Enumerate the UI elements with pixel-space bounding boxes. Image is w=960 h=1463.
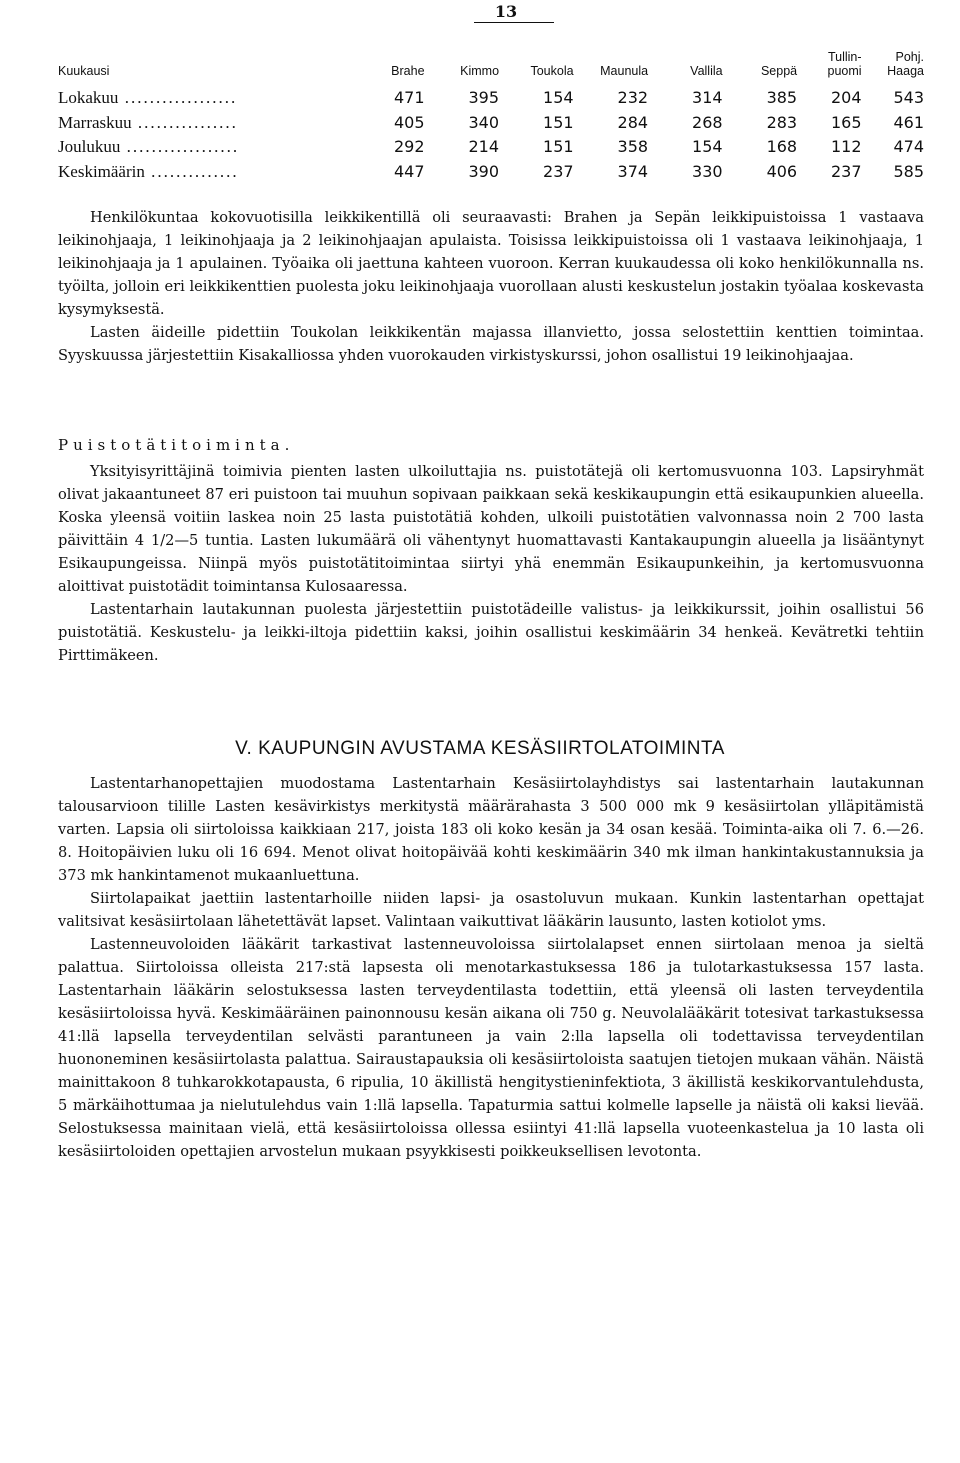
paragraph: Henkilökuntaa kokovuotisilla leikkikentillä oli seuraavasti: Brahen ja Sepän leikkipuistoissa 1 vastaava leikinohjaaja, 1 leikinohjaaja ja 2 leikinohjaajan apulaista. Toisissa leikkipuistoissa oli 1 vastaava leikinohjaaja, 1 leikinohjaaja ja 1 apulainen. Työaika oli jaettuna kahteen vuoroon. Kerran kuukaudessa oli koko henkilökunnalla ns. työilta, jolloin eri leikkikenttien puolesta joku leikinohjaaja vuorollaan alusti keskustelun jostakin työalaa koskevasta kysymyksestä.	[58, 209, 924, 318]
row-label: Keskimäärin ..............	[58, 161, 239, 181]
header-vallila: Vallila	[690, 64, 723, 78]
table-row	[58, 86, 924, 111]
table-cell: 471	[393, 88, 425, 107]
puistotati-section	[58, 460, 924, 667]
table-cell: 390	[468, 161, 500, 181]
table-row	[58, 111, 924, 136]
table-cell: 374	[617, 161, 649, 181]
table-cell: 358	[617, 137, 649, 156]
paragraph: Siirtolapaikat jaettiin lastentarhoille niiden lapsi- ja osastoluvun mukaan. Kunkin lastentarhan opettajat valitsivat kesäsiirtolaan lähetettävät lapset. Valintaan vaikuttivat lääkärin lausunto, lasten kotiolot yms.	[58, 890, 924, 930]
kesasiirtola-section	[58, 772, 924, 1163]
header-seppa: Seppä	[760, 64, 798, 78]
table-cell: 284	[617, 112, 649, 132]
attendance-table	[58, 50, 924, 184]
header-brahe: Brahe	[391, 64, 425, 78]
header-maunula: Maunula	[600, 64, 649, 78]
table-cell: 474	[893, 137, 924, 156]
row-label: Joulukuu ..................	[58, 137, 240, 156]
paragraph: Lastentarhain lautakunnan puolesta järjestettiin puistotädeille valistus- ja leikkikurssit, joihin osallistui 56 puistotätiä. Keskustelu- ja leikki-iltoja pidettiin kaksi, joihin osallistui keskimäärin 34 henkeä. Kevätretki tehtiin Pirttimäkeen.	[58, 601, 924, 664]
table-cell: 268	[692, 112, 723, 132]
table-cell: 314	[692, 88, 723, 107]
row-label: Marraskuu ................	[58, 112, 238, 132]
table-cell: 330	[692, 161, 723, 181]
header-toukola: Toukola	[530, 64, 574, 78]
table-cell: 237	[831, 161, 862, 181]
table-cell: 283	[766, 112, 798, 132]
header-tullinpuomi: Tullin- puomi	[827, 50, 862, 78]
table-cell: 543	[893, 88, 924, 107]
table-cell: 237	[543, 161, 574, 181]
table-cell: 292	[393, 137, 425, 156]
table-row	[58, 160, 924, 185]
chapter-title: V. KAUPUNGIN AVUSTAMA KESÄSIIRTOLATOIMINTA	[235, 738, 725, 759]
header-pohj-haaga: Pohj. Haaga	[887, 50, 924, 78]
section-heading: Puistotätitoiminta.	[58, 436, 295, 454]
paragraph: Lasten äideille pidettiin Toukolan leikkikentän majassa illanvietto, jossa selostettiin kenttien toimintaa. Syyskuussa järjestettiin Kisakalliossa yhden vuorokauden virkistyskurssi, johon osallistui 19 leikinohjaajaa.	[58, 324, 924, 364]
table-cell: 214	[468, 137, 500, 156]
table-cell: 154	[692, 137, 723, 156]
table-cell: 165	[831, 112, 862, 132]
paragraph: Lastentarhanopettajien muodostama Lastentarhain Kesäsiirtolayhdistys sai lastentarhain lautakunnan talousarvioon tilille Lasten kesävirkistys merkitystä määrärahasta 3 500 000 mk 9 kesäsiirtolan ylläpitämistä varten. Lapsia oli siirtoloissa kaikkiaan 217, joista 183 oli koko kesän ja 34 osan kesää. Toiminta-aika oli 7. 6.—26. 8. Hoitopäivien luku oli 16 694. Menot olivat hoitopäivää kohti keskimäärin 340 mk ilman hankintakustannuksia ja 373 mk hankintamenot mukaanluettuna.	[58, 775, 924, 884]
table-cell: 168	[766, 137, 798, 156]
table-header-row	[58, 50, 924, 86]
table-cell: 406	[766, 161, 798, 181]
paragraph: Yksityisyrittäjinä toimivia pienten lasten ulkoiluttajia ns. puistotätejä oli kertomusvuonna 103. Lapsiryhmät olivat jakaantuneet 87 eri puistoon tai muuhun sopivaan paikkaan sekä keskikaupungin että esikaupunkien alueella. Koska yleensä voitiin laskea noin 25 lasta puistotätiä kohden, ulkoili puistotätien valvonnassa noin 2 700 lasta päivittäin 4 1/2—5 tuntia. Lasten lukumäärä oli vähentynyt huomattavasti Kantakaupungin alueella ja lisääntynyt Esikaupungeissa. Niinpä myös puistotätitoimintaa siirtyi yhä enemmän Esikaupunkeihin, ja kertomusvuonna aloittivat puistotädit toimintansa Kulosaaressa.	[58, 463, 924, 595]
table-cell: 151	[543, 112, 574, 132]
page-number: 13	[494, 2, 518, 21]
table-cell: 405	[393, 112, 425, 132]
table-cell: 340	[468, 112, 500, 132]
table-cell: 204	[831, 88, 862, 107]
table-cell: 447	[393, 161, 425, 181]
staff-section	[58, 206, 924, 367]
header-month: Kuukausi	[58, 64, 110, 78]
table-cell: 151	[543, 137, 574, 156]
table-cell: 232	[617, 88, 649, 107]
table-cell: 112	[831, 137, 862, 156]
table-cell: 154	[543, 88, 574, 107]
table-cell: 461	[893, 112, 924, 132]
table-cell: 385	[766, 88, 798, 107]
table-row	[58, 135, 924, 160]
row-label: Lokakuu ..................	[58, 88, 238, 107]
page-number-rule	[474, 22, 554, 23]
table-cell: 585	[893, 161, 924, 181]
header-kimmo: Kimmo	[460, 64, 500, 78]
paragraph: Lastenneuvoloiden lääkärit tarkastivat lastenneuvoloissa siirtolalapset ennen siirtolaan menoa ja sieltä palattua. Siirtoloissa olleista 217:stä lapsesta oli menotarkastuksessa 186 ja tulotarkastuksessa 157 lasta. Lastentarhain lääkärin selostuksessa lasten terveydentilasta todettiin, että yleensä oli lasten terveydentila kesäsiirtoloissa hyvä. Keskimääräinen painonnousu kesän aikana oli 750 g. Neuvolalääkärit totesivat tarkastuksessa 41:llä lapsella terveydentilan selvästi parantuneen ja vain 2:lla lapsella oli todettavissa terveydentilan huononeminen kesäsiirtolasta palattua. Sairaustapauksia oli kesäsiirtoloista saatujen tietojen mukaan vähän. Näistä mainittakoon 8 tuhkarokkotapausta, 6 ripulia, 10 äkillistä hengitystieninfektiota, 3 äkillistä keskikorvantulehdusta, 5 märkäihottumaa ja nielutulehdus vain 1:llä lapsella. Tapaturmia sattui kolmelle lapselle ja näistä oli kaksi lievää. Selostuksessa mainitaan vielä, että kesäsiirtoloissa ollessa esiintyi 41:llä lapsella vuoteenkastelua ja 10 lasta oli kesäsiirtoloiden opettajien arvostelun mukaan psyykkisesti poikkeuksellisen levotonta.	[58, 936, 924, 1160]
table-cell: 395	[468, 88, 500, 107]
